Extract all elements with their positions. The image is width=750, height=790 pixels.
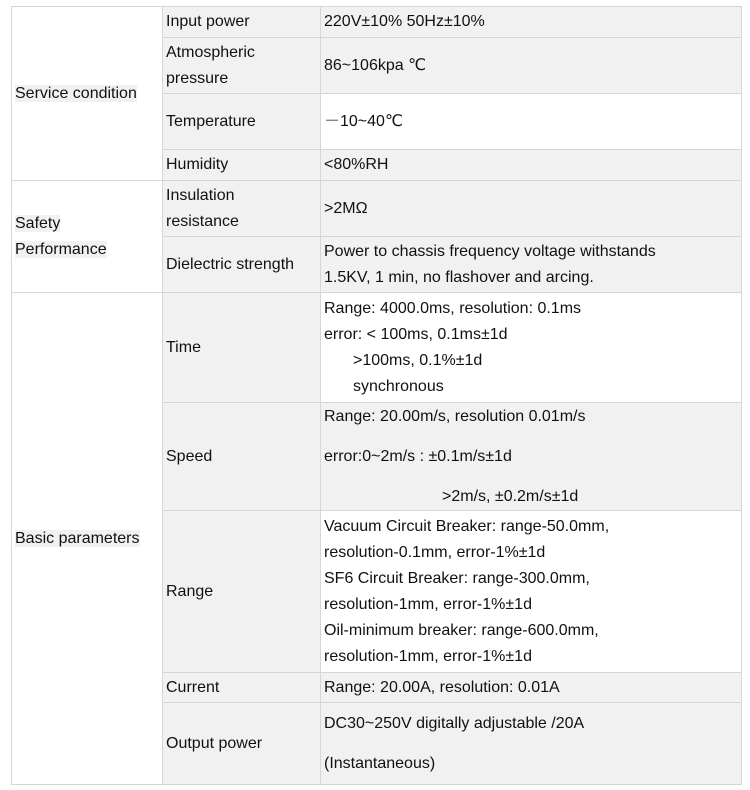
value-current: Range: 20.00A, resolution: 0.01A [321,673,742,703]
value-line: synchronous [353,377,444,395]
value-line: >100ms, 0.1%±1d [353,351,483,369]
value-output-power [321,703,742,785]
group-label: Service condition [15,84,137,102]
table-row [12,7,742,38]
param-insulation-resistance [163,181,321,237]
value-line: Vacuum Circuit Breaker: range-50.0mm, [324,517,610,535]
param-time: Time [163,293,321,403]
group-label: Safety [15,214,61,232]
value-line: SF6 Circuit Breaker: range-300.0mm, [324,569,590,587]
param-input-power: Input power [163,7,321,38]
value-range [321,511,742,673]
param-label-line: resistance [166,212,239,230]
value-time [321,293,742,403]
value-line: >2m/s, ±0.2m/s±1d [442,487,579,505]
param-atmospheric-pressure [163,38,321,94]
param-current: Current [163,673,321,703]
group-service-condition [12,7,163,181]
param-temperature: Temperature [163,94,321,150]
spec-table [11,6,742,785]
value-insulation-resistance: >2MΩ [321,181,742,237]
value-line: error: < 100ms, 0.1ms±1d [324,325,508,343]
value-line: resolution-1mm, error-1%±1d [324,595,532,613]
value-input-power: 220V±10% 50Hz±10% [321,7,742,38]
value-line: resolution-0.1mm, error-1%±1d [324,543,546,561]
table-row [12,181,742,237]
param-humidity: Humidity [163,150,321,181]
value-atmospheric-pressure: 86~106kpa ℃ [321,38,742,94]
group-label: Performance [15,240,107,258]
value-line: (Instantaneous) [324,754,436,772]
value-humidity: <80%RH [321,150,742,181]
value-line: Range: 20.00m/s, resolution 0.01m/s [324,407,586,425]
spacer [324,470,738,484]
value-line: error:0~2m/s : ±0.1m/s±1d [324,447,512,465]
param-range: Range [163,511,321,673]
param-label-line: Atmospheric [166,43,255,61]
spacer [324,430,738,444]
group-safety-performance [12,181,163,293]
value-temperature: －10~40℃ [321,94,742,150]
value-line: Range: 4000.0ms, resolution: 0.1ms [324,299,582,317]
value-line: Oil-minimum breaker: range-600.0mm, [324,621,599,639]
value-line: 1.5KV, 1 min, no flashover and arcing. [324,268,594,286]
table-row [12,293,742,403]
param-dielectric-strength: Dielectric strength [163,237,321,293]
param-label-line: Insulation [166,186,235,204]
group-basic-parameters [12,293,163,785]
group-label: Basic parameters [15,529,140,547]
value-dielectric-strength [321,237,742,293]
spacer [324,737,738,751]
value-line: Power to chassis frequency voltage withstands [324,242,656,260]
group-label-line [15,237,159,263]
param-speed: Speed [163,403,321,511]
value-line: resolution-1mm, error-1%±1d [324,647,532,665]
value-speed [321,403,742,511]
param-output-power: Output power [163,703,321,785]
group-label-line [15,211,159,237]
value-line: DC30~250V digitally adjustable /20A [324,714,585,732]
param-label-line: pressure [166,69,229,87]
